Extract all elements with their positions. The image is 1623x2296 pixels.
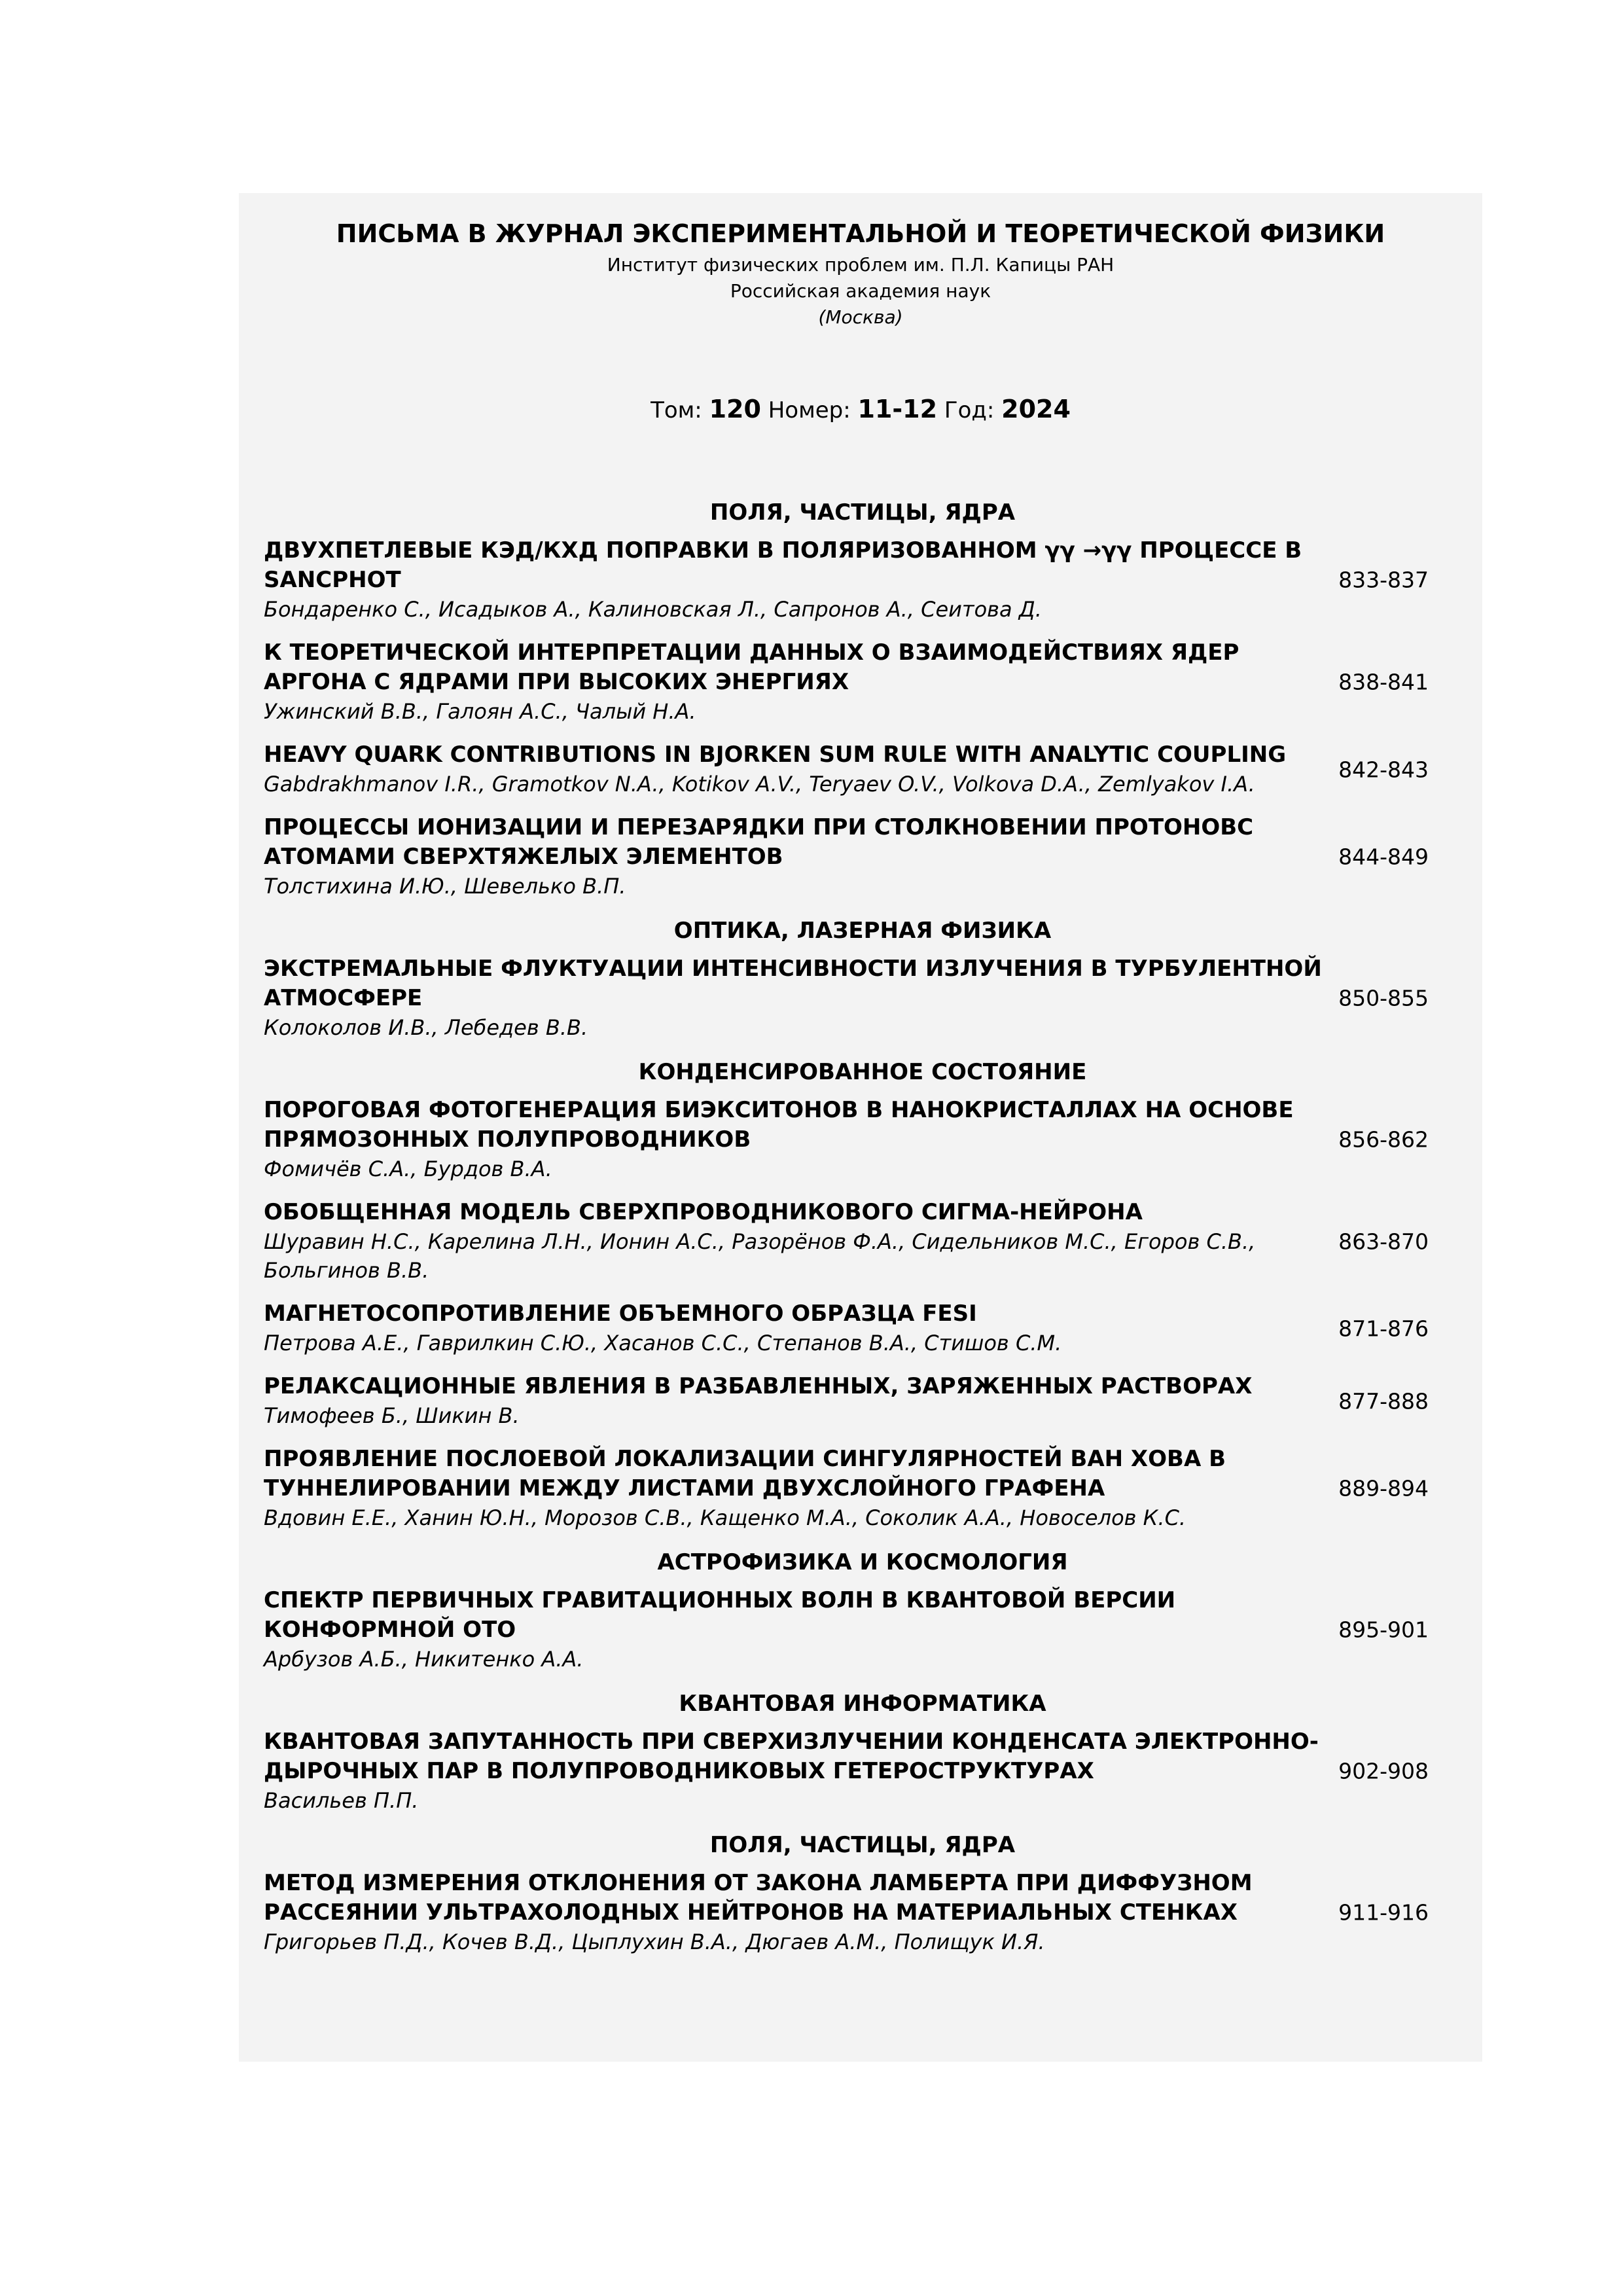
article-authors: Арбузов А.Б., Никитенко А.А. bbox=[264, 1647, 584, 1672]
section-heading: КОНДЕНСИРОВАННОЕ СОСТОЯНИЕ bbox=[638, 1059, 1087, 1085]
article-title-link[interactable]: ПРОЯВЛЕНИЕ ПОСЛОЕВОЙ ЛОКАЛИЗАЦИИ СИНГУЛЯРНОСТЕЙ ВАН ХОВА В ТУННЕЛИРОВАНИИ МЕЖДУ ЛИСТАМИ ДВУХСЛОЙНОГО ГРАФЕНА bbox=[264, 1446, 1226, 1501]
article-authors: Тимофеев Б., Шикин В. bbox=[264, 1403, 520, 1428]
article-authors: Васильев П.П. bbox=[264, 1788, 419, 1813]
article-pages: 871-876 bbox=[1338, 1316, 1429, 1341]
article-title-link[interactable]: ПОРОГОВАЯ ФОТОГЕНЕРАЦИЯ БИЭКСИТОНОВ В НАНОКРИСТАЛЛАХ НА ОСНОВЕ ПРЯМОЗОННЫХ ПОЛУПРОВОДНИКОВ bbox=[264, 1097, 1294, 1153]
article-authors: Вдовин Е.Е., Ханин Ю.Н., Морозов С.В., Кащенко М.А., Соколик А.А., Новоселов К.С. bbox=[264, 1505, 1186, 1530]
article-authors: Фомичёв С.А., Бурдов В.А. bbox=[264, 1157, 552, 1181]
article-pages: 877-888 bbox=[1338, 1388, 1429, 1414]
journal-institute: Институт физических проблем им. П.Л. Капицы РАН bbox=[607, 254, 1115, 276]
section-heading: ПОЛЯ, ЧАСТИЦЫ, ЯДРА bbox=[709, 1832, 1016, 1858]
article-title-link[interactable]: МЕТОД ИЗМЕРЕНИЯ ОТКЛОНЕНИЯ ОТ ЗАКОНА ЛАМБЕРТА ПРИ ДИФФУЗНОМ РАССЕЯНИИ УЛЬТРАХОЛОДНЫХ НЕЙТРОНОВ НА МАТЕРИАЛЬНЫХ СТЕНКАХ bbox=[264, 1870, 1253, 1926]
article-title-link[interactable]: СПЕКТР ПЕРВИЧНЫХ ГРАВИТАЦИОННЫХ ВОЛН В КВАНТОВОЙ ВЕРСИИ КОНФОРМНОЙ ОТО bbox=[264, 1587, 1176, 1643]
issue-info bbox=[239, 395, 1482, 423]
section-heading: АСТРОФИЗИКА И КОСМОЛОГИЯ bbox=[657, 1549, 1068, 1575]
article-pages: 863-870 bbox=[1338, 1229, 1429, 1254]
article-pages: 895-901 bbox=[1338, 1617, 1429, 1643]
section-heading: ПОЛЯ, ЧАСТИЦЫ, ЯДРА bbox=[709, 499, 1016, 526]
year-label: Год: bbox=[944, 397, 995, 423]
article-entry bbox=[264, 1299, 1461, 1357]
article-entry bbox=[264, 1727, 1461, 1815]
article-title-link[interactable]: МАГНЕТОСОПРОТИВЛЕНИЕ ОБЪЕМНОГО ОБРАЗЦА FESI bbox=[264, 1300, 977, 1327]
article-entry bbox=[264, 638, 1461, 726]
journal-title: ПИСЬМА В ЖУРНАЛ ЭКСПЕРИМЕНТАЛЬНОЙ И ТЕОРЕТИЧЕСКОЙ ФИЗИКИ bbox=[336, 219, 1385, 248]
article-pages: 842-843 bbox=[1338, 757, 1429, 782]
article-pages: 911-916 bbox=[1338, 1899, 1429, 1926]
article-entry bbox=[264, 813, 1461, 901]
article-authors: Бондаренко С., Исадыков А., Калиновская Л., Сапронов А., Сеитова Д. bbox=[264, 597, 1042, 622]
article-entry bbox=[264, 1586, 1461, 1674]
article-title-link[interactable]: РЕЛАКСАЦИОННЫЕ ЯВЛЕНИЯ В РАЗБАВЛЕННЫХ, ЗАРЯЖЕННЫХ РАСТВОРАХ bbox=[264, 1373, 1253, 1399]
article-pages: 850-855 bbox=[1338, 985, 1429, 1011]
article-title-link[interactable]: HEAVY QUARK CONTRIBUTIONS IN BJORKEN SUM RULE WITH ANALYTIC COUPLING bbox=[264, 742, 1287, 768]
article-entry bbox=[264, 1096, 1461, 1183]
journal-city: (Москва) bbox=[818, 306, 903, 328]
article-entry bbox=[264, 1869, 1461, 1956]
article-entry bbox=[264, 1444, 1461, 1532]
article-authors: Колоколов И.В., Лебедев В.В. bbox=[264, 1015, 588, 1040]
article-entry bbox=[264, 536, 1461, 624]
article-pages: 889-894 bbox=[1338, 1475, 1429, 1501]
number-label: Номер: bbox=[768, 397, 851, 423]
article-title-link[interactable]: ОБОБЩЕННАЯ МОДЕЛЬ СВЕРХПРОВОДНИКОВОГО СИГМА-НЕЙРОНА bbox=[264, 1199, 1143, 1225]
article-entry bbox=[264, 954, 1461, 1042]
article-entry bbox=[264, 1372, 1461, 1430]
number-value: 11-12 bbox=[857, 395, 938, 423]
article-pages: 838-841 bbox=[1338, 669, 1429, 695]
article-entry bbox=[264, 1198, 1461, 1285]
article-pages: 844-849 bbox=[1338, 844, 1429, 870]
section-heading: ОПТИКА, ЛАЗЕРНАЯ ФИЗИКА bbox=[673, 918, 1052, 944]
article-pages: 902-908 bbox=[1338, 1758, 1429, 1784]
article-authors: Григорьев П.Д., Кочев В.Д., Цыплухин В.А., Дюгаев А.М., Полищук И.Я. bbox=[264, 1929, 1045, 1954]
volume-label: Том: bbox=[651, 397, 702, 423]
article-authors: Gabdrakhmanov I.R., Gramotkov N.A., Kotikov A.V., Teryaev O.V., Volkova D.A., Zemlyakov I.A. bbox=[264, 772, 1255, 797]
article-title-link[interactable]: КВАНТОВАЯ ЗАПУТАННОСТЬ ПРИ СВЕРХИЗЛУЧЕНИИ КОНДЕНСАТА ЭЛЕКТРОННО-ДЫРОЧНЫХ ПАР В ПОЛУПРОВОДНИКОВЫХ ГЕТЕРОСТРУКТУРАХ bbox=[264, 1729, 1319, 1784]
article-title-link[interactable]: К ТЕОРЕТИЧЕСКОЙ ИНТЕРПРЕТАЦИИ ДАННЫХ О ВЗАИМОДЕЙСТВИЯХ ЯДЕР АРГОНА С ЯДРАМИ ПРИ ВЫСОКИХ ЭНЕРГИЯХ bbox=[264, 639, 1240, 695]
journal-contents-panel bbox=[239, 193, 1482, 2062]
article-pages: 856-862 bbox=[1338, 1126, 1429, 1153]
table-of-contents bbox=[264, 493, 1461, 1971]
article-authors: Шуравин Н.С., Карелина Л.Н., Ионин А.С., Разорёнов Ф.А., Сидельников М.С., Егоров С.В., Больгинов В.В. bbox=[264, 1229, 1256, 1283]
article-entry bbox=[264, 740, 1461, 798]
section-heading: КВАНТОВАЯ ИНФОРМАТИКА bbox=[679, 1691, 1046, 1717]
year-value: 2024 bbox=[1001, 395, 1071, 423]
volume-value: 120 bbox=[709, 395, 761, 423]
article-title-link[interactable]: ПРОЦЕССЫ ИОНИЗАЦИИ И ПЕРЕЗАРЯДКИ ПРИ СТОЛКНОВЕНИИ ПРОТОНОВС АТОМАМИ СВЕРХТЯЖЕЛЫХ ЭЛЕМЕНТОВ bbox=[264, 814, 1254, 870]
article-authors: Петрова А.Е., Гаврилкин С.Ю., Хасанов С.С., Степанов В.А., Стишов С.М. bbox=[264, 1331, 1062, 1355]
journal-academy: Российская академия наук bbox=[730, 280, 991, 302]
article-title-link[interactable]: ЭКСТРЕМАЛЬНЫЕ ФЛУКТУАЦИИ ИНТЕНСИВНОСТИ ИЗЛУЧЕНИЯ В ТУРБУЛЕНТНОЙ АТМОСФЕРЕ bbox=[264, 956, 1322, 1011]
article-authors: Ужинский В.В., Галоян А.С., Чалый Н.А. bbox=[264, 699, 696, 724]
article-pages: 833-837 bbox=[1338, 567, 1429, 593]
article-authors: Толстихина И.Ю., Шевелько В.П. bbox=[264, 874, 626, 899]
article-title-link[interactable]: ДВУХПЕТЛЕВЫЕ КЭД/КХД ПОПРАВКИ В ПОЛЯРИЗОВАННОМ γγ →γγ ПРОЦЕССЕ В SANCPHOT bbox=[264, 537, 1302, 593]
